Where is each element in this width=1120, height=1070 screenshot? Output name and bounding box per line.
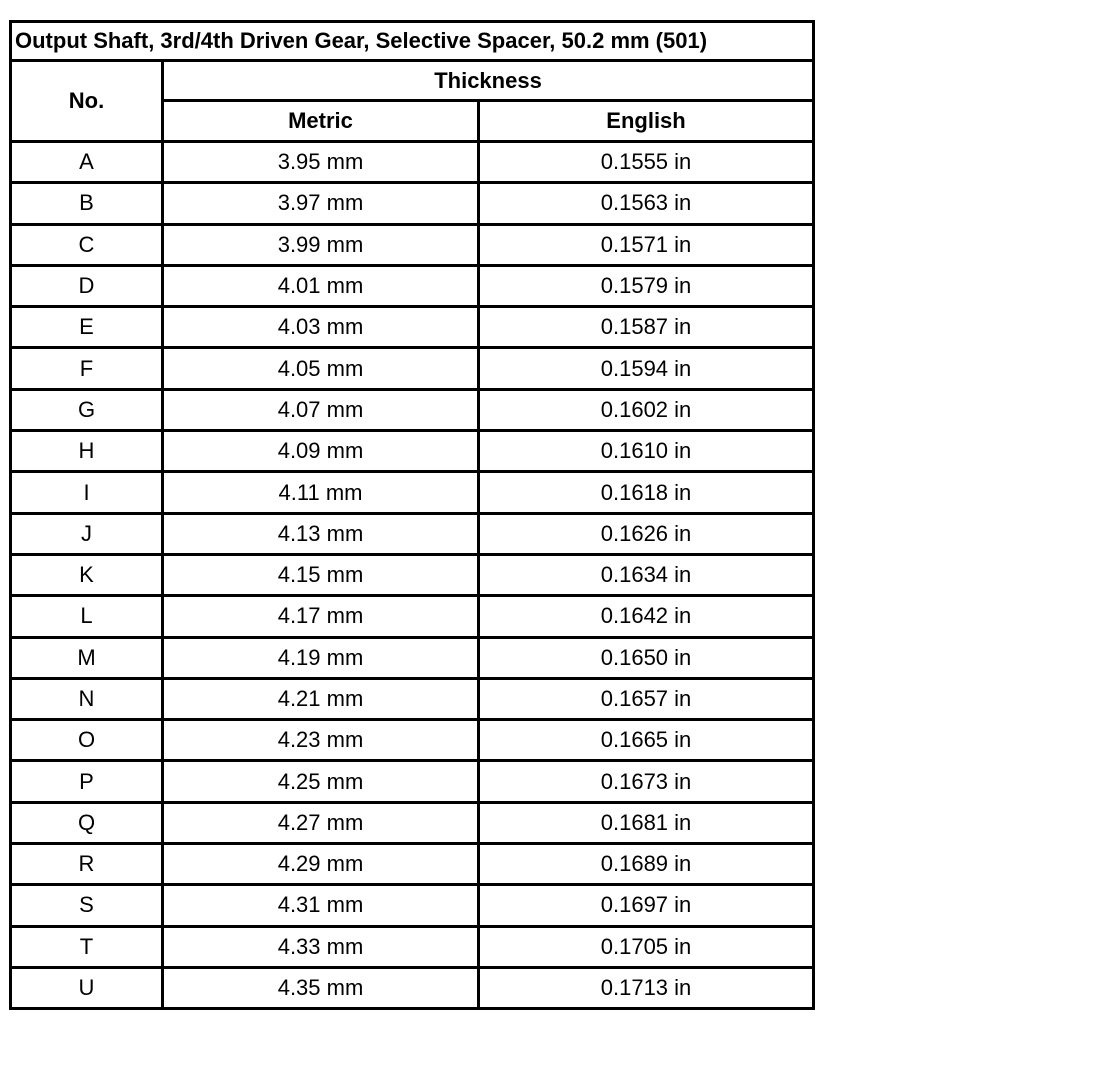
column-header-no: No. xyxy=(12,62,164,143)
cell-no: T xyxy=(12,928,164,969)
cell-english: 0.1650 in xyxy=(480,639,812,680)
table-row xyxy=(12,928,812,969)
table-row xyxy=(12,473,812,514)
table-row xyxy=(12,432,812,473)
cell-no: G xyxy=(12,391,164,432)
cell-metric: 4.15 mm xyxy=(164,556,480,597)
cell-metric: 3.99 mm xyxy=(164,226,480,267)
cell-metric: 3.97 mm xyxy=(164,184,480,225)
cell-english: 0.1665 in xyxy=(480,721,812,762)
cell-metric: 4.09 mm xyxy=(164,432,480,473)
table-header xyxy=(12,23,812,143)
cell-no: F xyxy=(12,349,164,390)
cell-no: O xyxy=(12,721,164,762)
cell-english: 0.1697 in xyxy=(480,886,812,927)
cell-no: H xyxy=(12,432,164,473)
cell-english: 0.1689 in xyxy=(480,845,812,886)
cell-no: P xyxy=(12,762,164,803)
cell-no: E xyxy=(12,308,164,349)
cell-metric: 3.95 mm xyxy=(164,143,480,184)
table-row xyxy=(12,597,812,638)
cell-metric: 4.07 mm xyxy=(164,391,480,432)
cell-english: 0.1681 in xyxy=(480,804,812,845)
table-row xyxy=(12,804,812,845)
cell-english: 0.1705 in xyxy=(480,928,812,969)
table-row xyxy=(12,391,812,432)
cell-metric: 4.35 mm xyxy=(164,969,480,1007)
cell-no: N xyxy=(12,680,164,721)
cell-metric: 4.29 mm xyxy=(164,845,480,886)
cell-no: A xyxy=(12,143,164,184)
table-row xyxy=(12,349,812,390)
cell-no: D xyxy=(12,267,164,308)
cell-no: L xyxy=(12,597,164,638)
cell-metric: 4.21 mm xyxy=(164,680,480,721)
cell-no: K xyxy=(12,556,164,597)
table-row xyxy=(12,886,812,927)
cell-english: 0.1657 in xyxy=(480,680,812,721)
table-row xyxy=(12,639,812,680)
cell-english: 0.1579 in xyxy=(480,267,812,308)
table-row xyxy=(12,308,812,349)
column-header-metric: Metric xyxy=(164,102,480,143)
cell-english: 0.1642 in xyxy=(480,597,812,638)
cell-metric: 4.11 mm xyxy=(164,473,480,514)
title-row xyxy=(12,23,812,62)
cell-no: M xyxy=(12,639,164,680)
cell-metric: 4.13 mm xyxy=(164,515,480,556)
table-row xyxy=(12,226,812,267)
cell-metric: 4.33 mm xyxy=(164,928,480,969)
column-header-english: English xyxy=(480,102,812,143)
cell-metric: 4.31 mm xyxy=(164,886,480,927)
cell-no: Q xyxy=(12,804,164,845)
cell-metric: 4.01 mm xyxy=(164,267,480,308)
cell-metric: 4.17 mm xyxy=(164,597,480,638)
cell-metric: 4.27 mm xyxy=(164,804,480,845)
cell-no: S xyxy=(12,886,164,927)
table-row xyxy=(12,969,812,1007)
table-row xyxy=(12,515,812,556)
cell-english: 0.1713 in xyxy=(600,975,692,1001)
cell-no: C xyxy=(12,226,164,267)
cell-english: 0.1555 in xyxy=(480,143,812,184)
table-row xyxy=(12,680,812,721)
table-body xyxy=(12,143,812,1007)
table-row xyxy=(12,184,812,225)
cell-no: B xyxy=(12,184,164,225)
column-header-thickness: Thickness xyxy=(164,62,812,102)
table-row xyxy=(12,845,812,886)
cell-english: 0.1571 in xyxy=(480,226,812,267)
cell-metric: 4.19 mm xyxy=(164,639,480,680)
cell-metric: 4.23 mm xyxy=(164,721,480,762)
cell-english: 0.1610 in xyxy=(480,432,812,473)
cell-no: U xyxy=(12,969,164,1007)
table-title: Output Shaft, 3rd/4th Driven Gear, Selective Spacer, 50.2 mm (501) xyxy=(12,23,812,62)
table-row xyxy=(12,556,812,597)
cell-english: 0.1587 in xyxy=(480,308,812,349)
cell-english: 0.1594 in xyxy=(480,349,812,390)
cell-no: I xyxy=(12,473,164,514)
cell-metric: 4.25 mm xyxy=(164,762,480,803)
cell-no: J xyxy=(12,515,164,556)
cell-english: 0.1602 in xyxy=(480,391,812,432)
cell-no: R xyxy=(12,845,164,886)
cell-english: 0.1626 in xyxy=(480,515,812,556)
cell-english: 0.1634 in xyxy=(480,556,812,597)
cell-english: 0.1563 in xyxy=(480,184,812,225)
cell-metric: 4.03 mm xyxy=(164,308,480,349)
table-row xyxy=(12,721,812,762)
table-row xyxy=(12,267,812,308)
cell-metric: 4.05 mm xyxy=(164,349,480,390)
header-row-top xyxy=(12,62,812,102)
table-row xyxy=(12,143,812,184)
table-row xyxy=(12,762,812,803)
cell-english: 0.1673 in xyxy=(480,762,812,803)
spacer-spec-table xyxy=(9,20,815,1010)
cell-english: 0.1618 in xyxy=(480,473,812,514)
